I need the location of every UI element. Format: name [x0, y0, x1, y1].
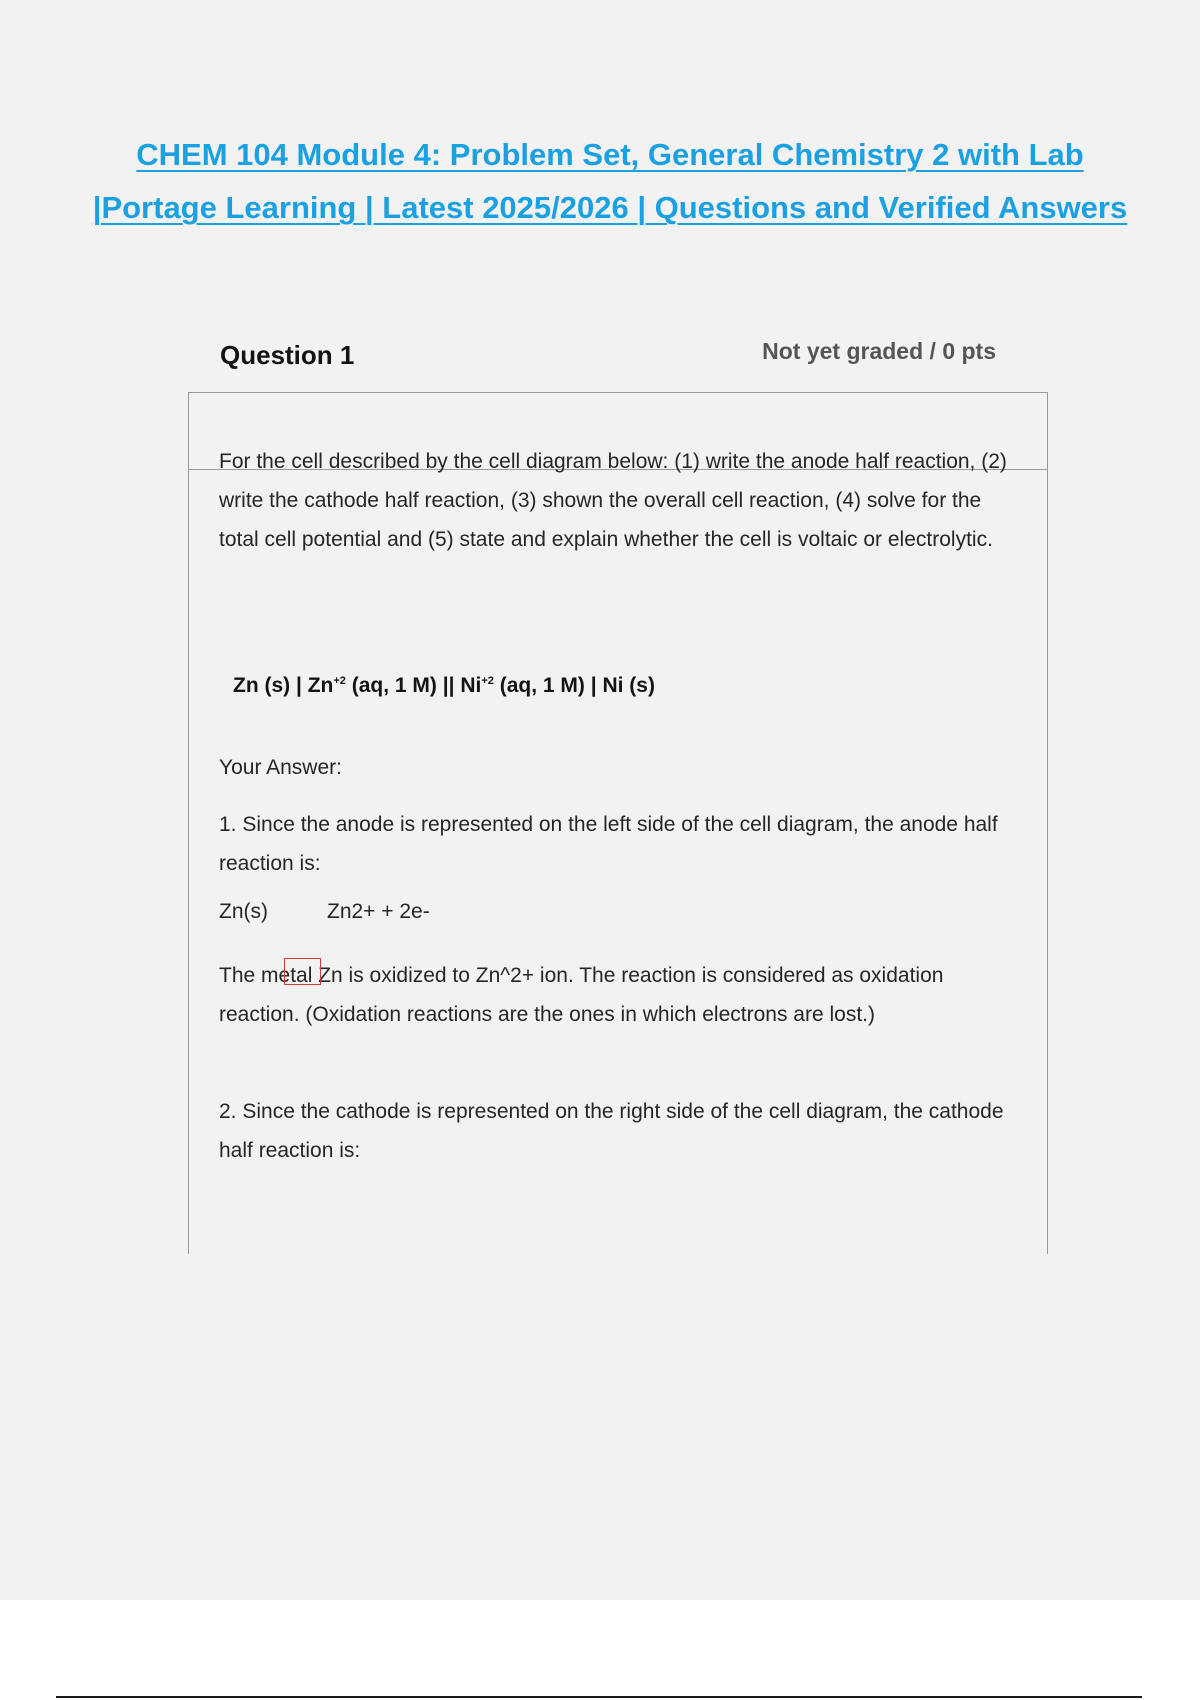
- anode-half-reaction: [219, 900, 430, 924]
- answer-step-2: 2. Since the cathode is represented on the right side of the cell diagram, the cathode half reaction is:: [219, 1100, 1004, 1162]
- question-number: Question 1: [220, 340, 355, 370]
- title-line-1: CHEM 104 Module 4: Problem Set, General Chemistry 2 with Lab: [136, 137, 1084, 172]
- cell-diagram-part-1: Zn (s) | Zn: [233, 674, 334, 697]
- spellcheck-highlight-box: [284, 958, 321, 985]
- cell-diagram: [233, 674, 655, 698]
- oxidation-explanation: The metal Zn is oxidized to Zn^2+ ion. The reaction is considered as oxidation reaction. (Oxidation reactions are the ones in which electrons are lost.): [219, 964, 944, 1026]
- document-title: [40, 128, 1180, 234]
- cell-diagram-charge-1: +2: [333, 675, 346, 687]
- cell-diagram-part-2: (aq, 1 M) || Ni: [345, 674, 482, 697]
- reaction-product: Zn2+ + 2e-: [327, 900, 430, 923]
- cell-diagram-charge-2: +2: [481, 675, 494, 687]
- answer-label: Your Answer:: [219, 756, 342, 779]
- reaction-reactant: Zn(s): [219, 900, 268, 923]
- grade-status: Not yet graded / 0 pts: [762, 338, 996, 364]
- answer-step-1: 1. Since the anode is represented on the left side of the cell diagram, the anode half reaction is:: [219, 813, 998, 875]
- footer-divider: [56, 1696, 1142, 1698]
- cell-diagram-part-3: (aq, 1 M) | Ni (s): [493, 674, 655, 697]
- question-prompt: For the cell described by the cell diagram below: (1) write the anode half reaction, (2) write the cathode half reaction, (3) shown the overall cell reaction, (4) solve for the total cell potential and (5) state and explain whether the cell is voltaic or electrolytic.: [219, 450, 1007, 551]
- title-line-2: |Portage Learning | Latest 2025/2026 | Questions and Verified Answers: [92, 190, 1128, 225]
